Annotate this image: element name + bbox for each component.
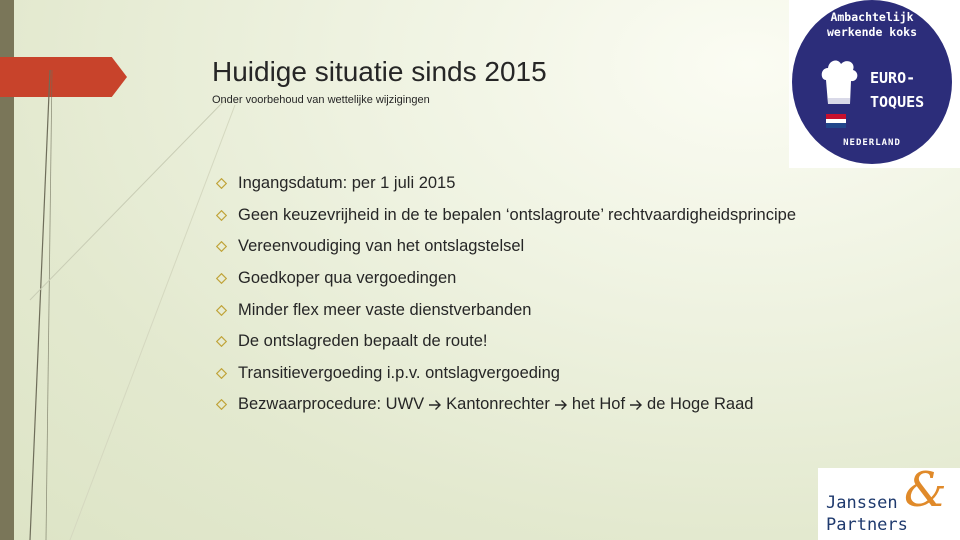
bullet-text: De ontslagreden bepaalt de route! — [238, 332, 488, 351]
bullet-text: Minder flex meer vaste dienstverbanden — [238, 300, 532, 319]
slide-subtitle: Onder voorbehoud van wettelijke wijzigingen — [212, 94, 430, 106]
bullet-item — [216, 168, 796, 200]
bullet-item — [216, 326, 796, 358]
euro-toques-name: EURO- TOQUES — [870, 69, 925, 111]
diamond-outline-icon — [216, 368, 238, 379]
right-arrow-icon — [629, 399, 643, 411]
bullet-item — [216, 389, 796, 421]
diamond-outline-icon — [216, 305, 238, 316]
bullet-text: Geen keuzevrijheid in de te bepalen ‘ontslagroute’ rechtvaardigheidsprincipe — [238, 205, 796, 224]
euro-toques-tagline: Ambachtelijk werkende koks — [826, 10, 917, 39]
bullet-text: Ingangsdatum: per 1 juli 2015 — [238, 174, 456, 193]
diamond-outline-icon — [216, 273, 238, 284]
diamond-outline-icon — [216, 399, 238, 410]
decorative-lines — [0, 0, 240, 540]
right-arrow-icon — [428, 399, 442, 411]
janssen-partners-name: Janssen Partners — [826, 493, 908, 535]
diamond-outline-icon — [216, 336, 238, 347]
bullet-text: Transitievergoeding i.p.v. ontslagvergoeding — [238, 363, 560, 382]
chef-hat-icon — [820, 58, 858, 110]
euro-toques-country: NEDERLAND — [843, 138, 901, 148]
bullet-list — [216, 168, 796, 421]
bullet-item — [216, 294, 796, 326]
bullet-item — [216, 263, 796, 295]
diamond-outline-icon — [216, 178, 238, 189]
diamond-outline-icon — [216, 241, 238, 252]
bullet-item — [216, 200, 796, 232]
dutch-flag-icon — [826, 114, 846, 128]
bullet-text: Vereenvoudiging van het ontslagstelsel — [238, 237, 525, 256]
right-arrow-icon — [554, 399, 568, 411]
janssen-partners-logo — [818, 462, 960, 540]
bullet-item — [216, 231, 796, 263]
slide-title: Huidige situatie sinds 2015 — [212, 56, 547, 87]
euro-toques-disc — [792, 0, 952, 164]
ampersand-mark: & — [904, 462, 947, 518]
diamond-outline-icon — [216, 210, 238, 221]
euro-toques-logo — [789, 0, 960, 168]
bullet-text-part: Bezwaarprocedure: UWV — [238, 395, 425, 414]
bullet-text-part: het Hof — [571, 395, 626, 414]
bullet-text: Goedkoper qua vergoedingen — [238, 269, 457, 288]
bullet-text-part: de Hoge Raad — [647, 395, 754, 414]
bullet-item — [216, 358, 796, 390]
bullet-text-part: Kantonrechter — [446, 395, 550, 414]
